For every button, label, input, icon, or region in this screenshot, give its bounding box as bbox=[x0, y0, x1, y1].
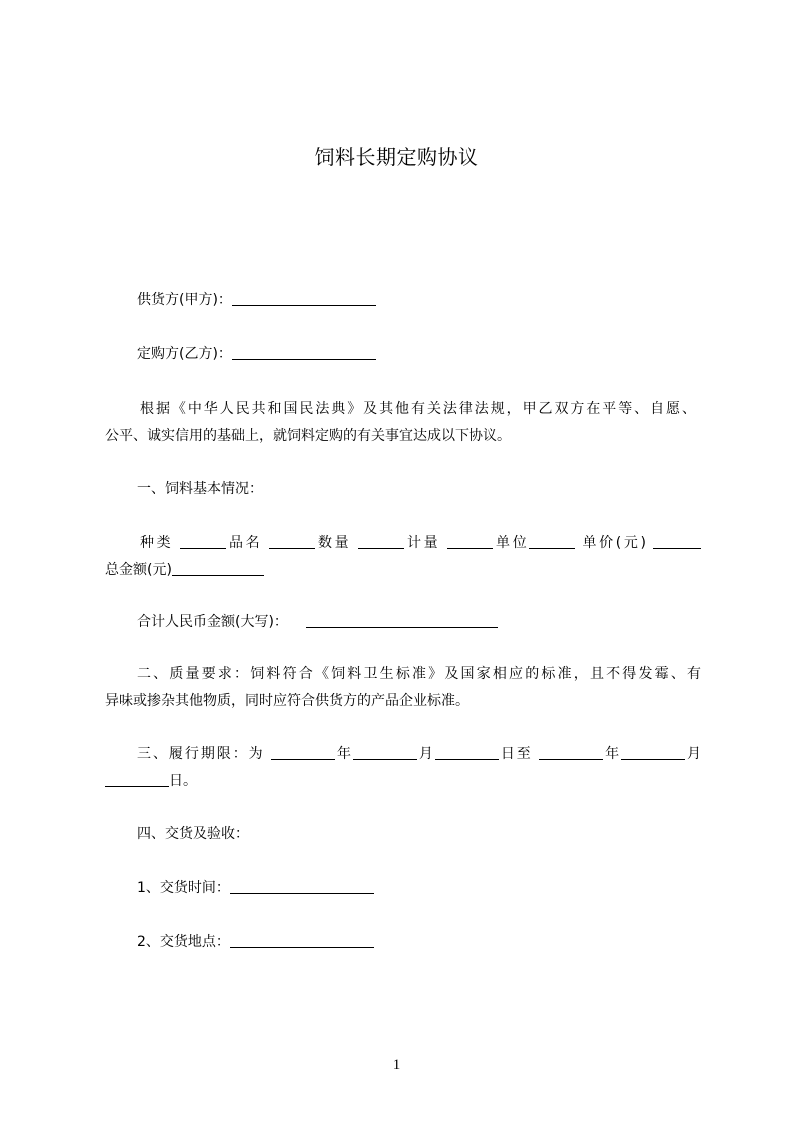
start-day-blank[interactable] bbox=[435, 745, 499, 760]
rmb-total-blank[interactable] bbox=[306, 613, 498, 628]
delivery-time-label: 1、交货时间： bbox=[137, 880, 230, 896]
start-month-label: 月 bbox=[416, 746, 435, 762]
rmb-total-label: 合计人民币金额(大写)： bbox=[137, 614, 288, 630]
term-line-2 bbox=[105, 771, 197, 791]
document-title: 饲料长期定购协议 bbox=[314, 145, 479, 169]
term-prefix: 三、履行期限：为 bbox=[137, 746, 265, 762]
delivery-place-blank[interactable] bbox=[230, 933, 374, 948]
total-label: 总金额(元) bbox=[105, 562, 172, 578]
delivery-place-label: 2、交货地点： bbox=[137, 934, 230, 950]
delivery-place-line bbox=[137, 932, 374, 952]
supplier-label: 供货方(甲方)： bbox=[137, 292, 232, 308]
unit-price-label: 单价(元) bbox=[582, 535, 646, 551]
section-4-heading: 四、交货及验收： bbox=[137, 826, 249, 842]
quantity-blank[interactable] bbox=[358, 534, 404, 549]
supplier-blank[interactable] bbox=[232, 291, 376, 306]
name-label: 品名 bbox=[226, 535, 263, 551]
quantity-label: 数量 bbox=[315, 535, 352, 551]
unit-blank[interactable] bbox=[529, 534, 575, 549]
buyer-blank[interactable] bbox=[232, 345, 376, 360]
buyer-label: 定购方(乙方)： bbox=[137, 346, 232, 362]
start-year-blank[interactable] bbox=[271, 745, 335, 760]
unit-label: 单位 bbox=[493, 535, 530, 551]
end-month-label: 月 bbox=[685, 746, 702, 762]
name-blank[interactable] bbox=[269, 534, 315, 549]
measure-blank[interactable] bbox=[447, 534, 493, 549]
page-number: 1 bbox=[392, 1057, 401, 1073]
end-day-blank[interactable] bbox=[105, 772, 169, 787]
quality-line-1: 二、质量要求：饲料符合《饲料卫生标准》及国家相应的标准，且不得发霉、有 bbox=[137, 666, 701, 682]
total-blank[interactable] bbox=[172, 561, 264, 576]
kind-blank[interactable] bbox=[180, 534, 226, 549]
day-to-label: 日至 bbox=[498, 746, 533, 762]
end-year-label: 年 bbox=[603, 746, 622, 762]
feed-info-line-1 bbox=[140, 533, 701, 553]
preamble-line-1: 根据《中华人民共和国民法典》及其他有关法律法规，甲乙双方在平等、自愿、 bbox=[140, 401, 696, 417]
measure-label: 计量 bbox=[404, 535, 441, 551]
section-1-heading: 一、饲料基本情况： bbox=[137, 481, 263, 497]
end-month-blank[interactable] bbox=[621, 745, 685, 760]
rmb-total-line bbox=[137, 612, 498, 632]
preamble-line-2: 公平、诚实信用的基础上，就饲料定购的有关事宜达成以下协议。 bbox=[105, 428, 511, 444]
start-year-label: 年 bbox=[335, 746, 353, 762]
delivery-time-blank[interactable] bbox=[230, 879, 374, 894]
start-month-blank[interactable] bbox=[353, 745, 417, 760]
end-day-label: 日。 bbox=[169, 773, 197, 789]
quality-line-2: 异味或掺杂其他物质，同时应符合供货方的产品企业标准。 bbox=[105, 693, 469, 709]
unit-price-blank[interactable] bbox=[653, 534, 701, 549]
supplier-line bbox=[137, 290, 376, 310]
feed-info-line-2 bbox=[105, 560, 264, 580]
term-line-1 bbox=[137, 744, 701, 764]
kind-label: 种类 bbox=[140, 535, 174, 551]
end-year-blank[interactable] bbox=[539, 745, 603, 760]
delivery-time-line bbox=[137, 878, 374, 898]
buyer-line bbox=[137, 344, 376, 364]
